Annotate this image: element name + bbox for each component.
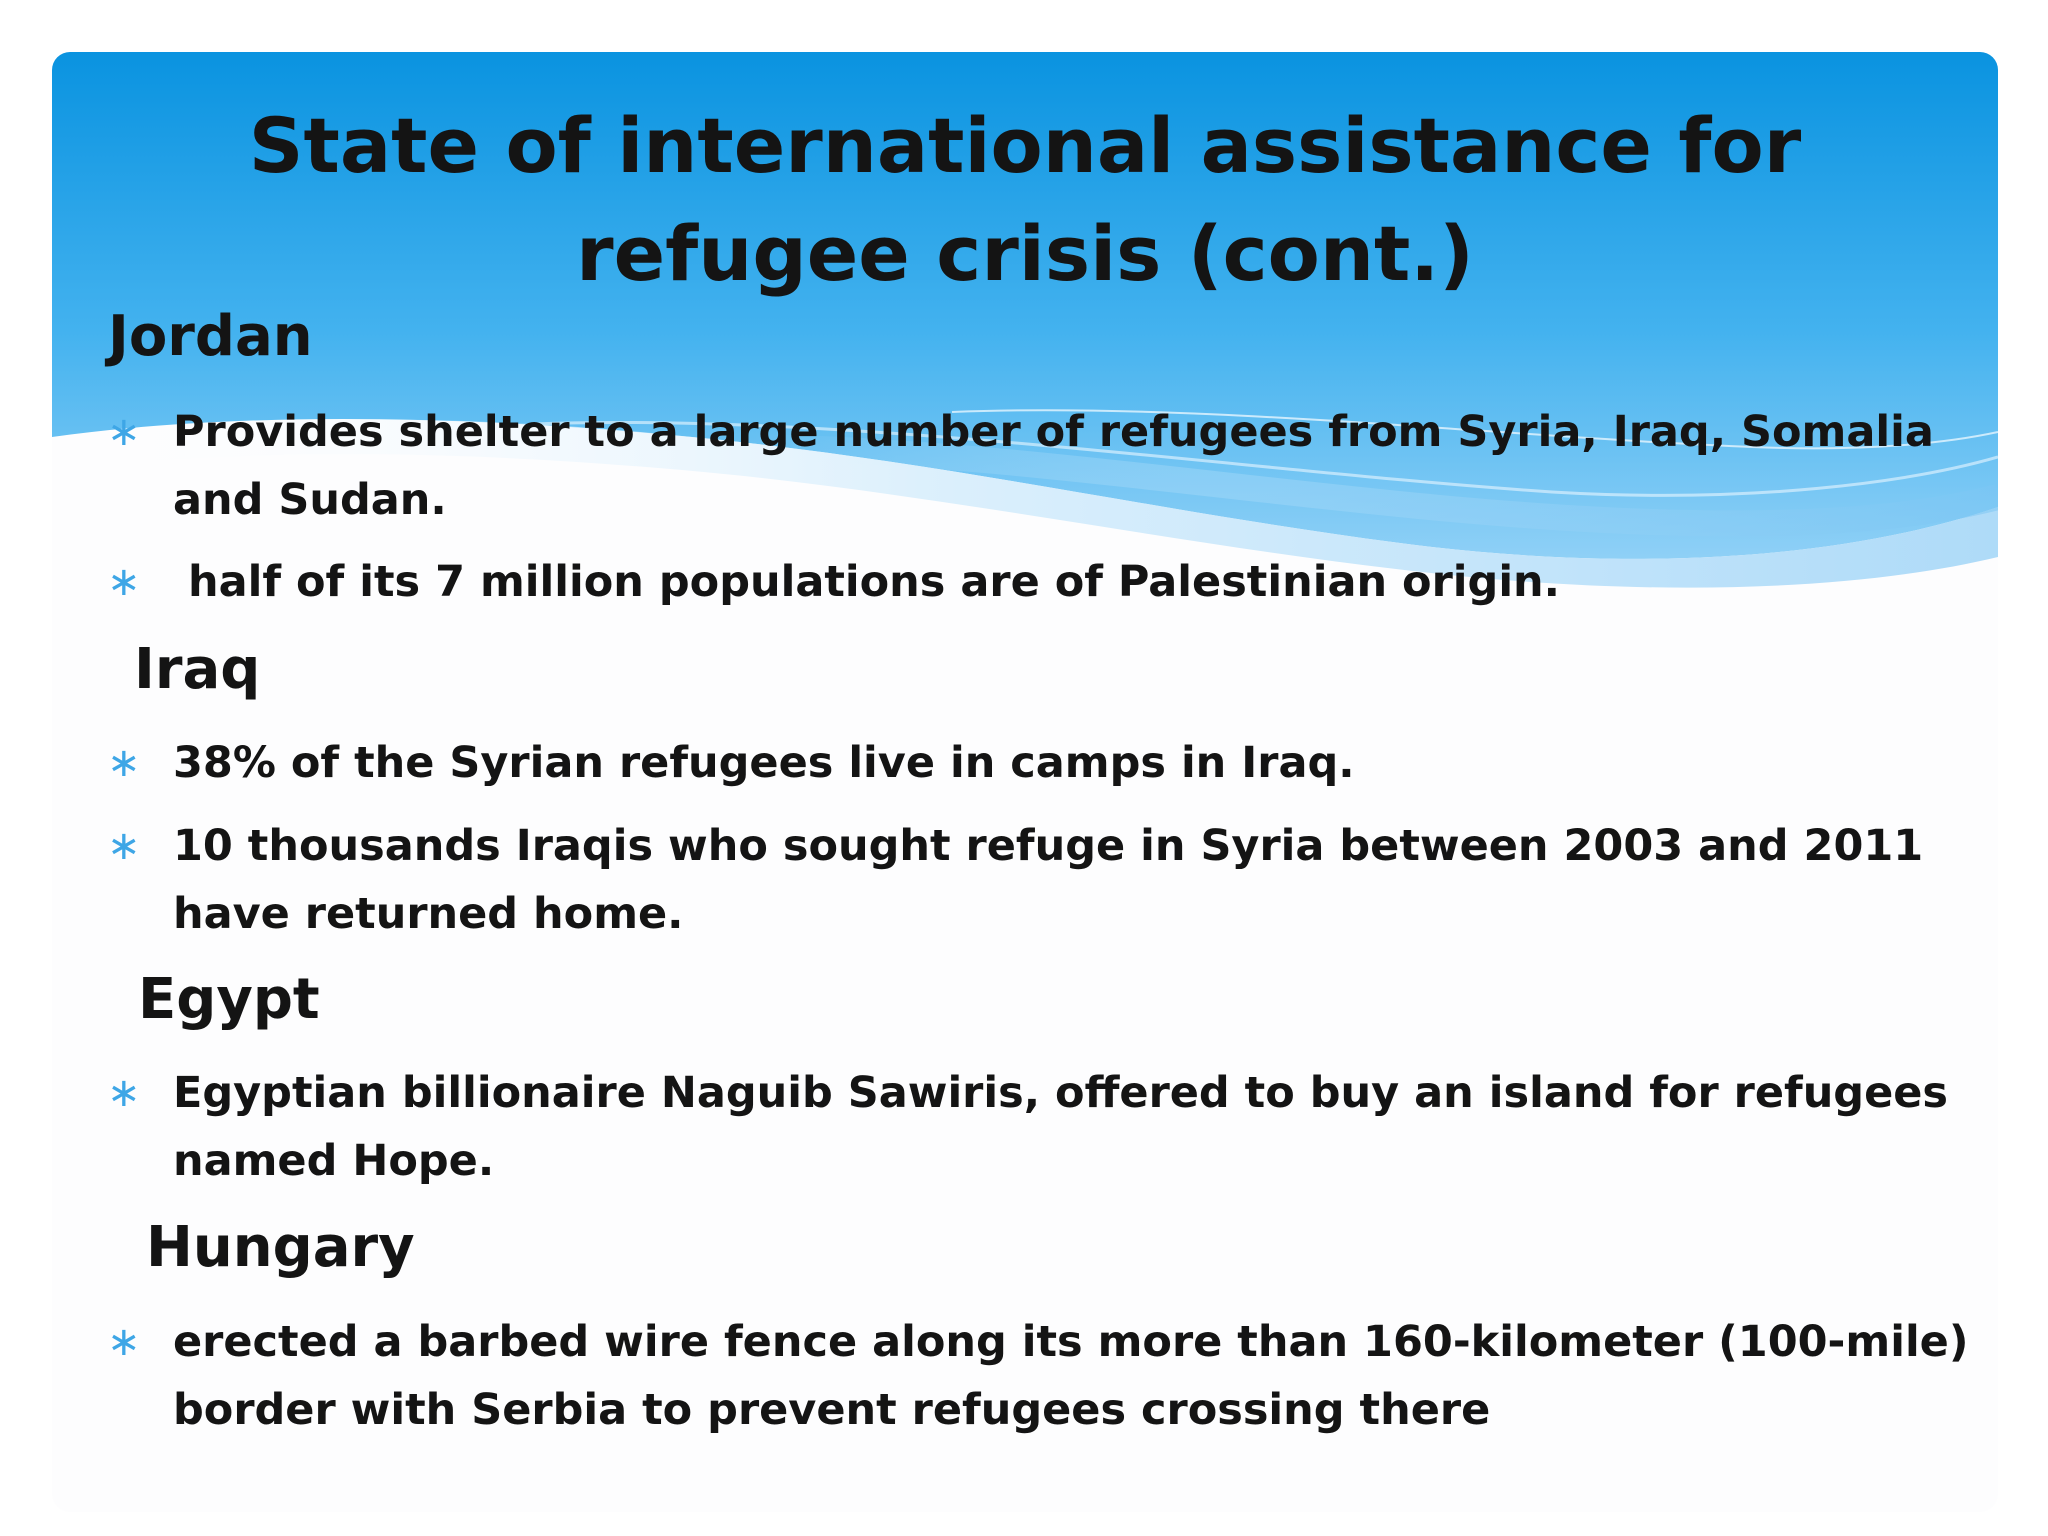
asterisk-icon: ∗ — [107, 409, 141, 455]
slide — [52, 52, 1998, 1512]
bullet-item — [107, 1059, 1997, 1195]
section-heading-egypt: Egypt — [138, 967, 320, 1032]
bullet-item — [107, 1308, 1997, 1444]
bullet-item — [107, 548, 1997, 616]
section-heading-hungary: Hungary — [146, 1215, 415, 1280]
section-heading-jordan: Jordan — [108, 304, 313, 369]
bullet-text: 38% of the Syrian refugees live in camps in Iraq. — [173, 738, 1355, 788]
bullet-text: 10 thousands Iraqis who sought refuge in Syria between 2003 and 2011 have returned home. — [173, 821, 1924, 939]
bullet-item — [107, 729, 1997, 797]
bullet-text: half of its 7 million populations are of Palestinian origin. — [173, 557, 1561, 607]
bullet-text: Egyptian billionaire Naguib Sawiris, offered to buy an island for refugees named Hope. — [173, 1068, 1949, 1186]
section-heading-iraq: Iraq — [134, 637, 261, 702]
asterisk-icon: ∗ — [107, 740, 141, 786]
bullet-item — [107, 812, 1997, 948]
bullet-item — [107, 398, 1997, 534]
asterisk-icon: ∗ — [107, 559, 141, 605]
asterisk-icon: ∗ — [107, 1070, 141, 1116]
slide-title: State of international assistance for refugee crisis (cont.) — [248, 101, 1802, 298]
bullet-text: erected a barbed wire fence along its more than 160-kilometer (100-mile) border with Serbia to prevent refugees crossing there — [173, 1317, 1969, 1435]
asterisk-icon: ∗ — [107, 1319, 141, 1365]
asterisk-icon: ∗ — [107, 823, 141, 869]
bullet-text: Provides shelter to a large number of refugees from Syria, Iraq, Somalia and Sudan. — [173, 407, 1934, 525]
